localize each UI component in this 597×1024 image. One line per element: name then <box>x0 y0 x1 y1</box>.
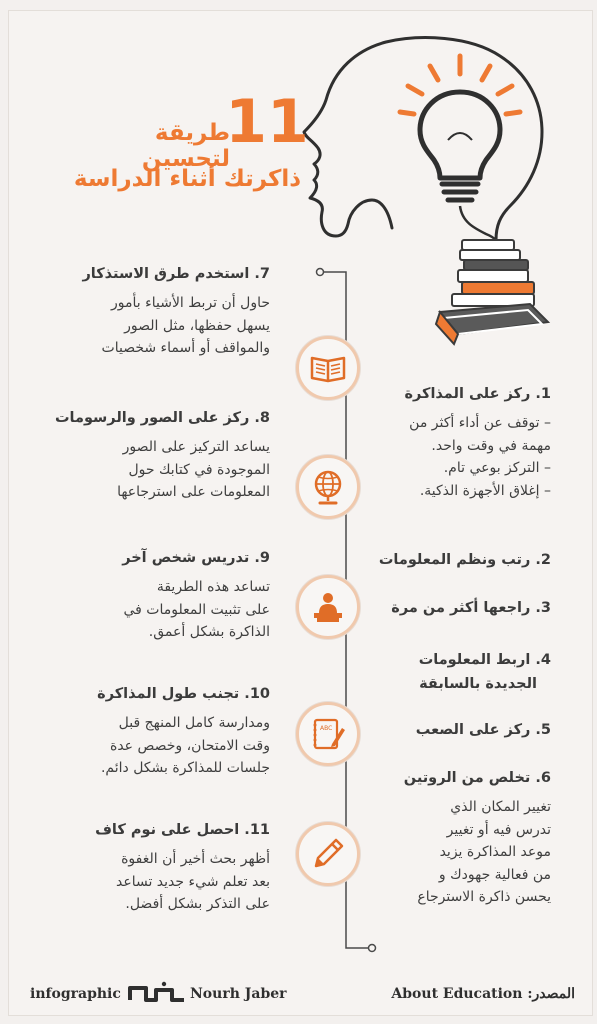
item-1-body-line: مهمة في وقت واحد. <box>431 437 551 454</box>
footer-infographic-label: infographic <box>30 986 121 1002</box>
item-7-heading: 7. استخدم طرق الاستذكار <box>82 266 270 282</box>
item-1 <box>376 382 551 502</box>
teacher-icon <box>308 587 348 627</box>
item-6-body-line: من فعالية جهودك و <box>438 866 551 883</box>
item-4-heading-line-2: الجديدة بالسابقة <box>419 676 537 692</box>
globe-icon <box>308 467 348 507</box>
footer-author: Nourh Jaber <box>190 986 287 1002</box>
title-line-2: ذاكرتك أثناء الدراسة <box>73 166 302 192</box>
footer-source: المصدر: About Education <box>391 986 575 1002</box>
svg-text:ABC: ABC <box>320 725 333 732</box>
item-8 <box>40 406 270 504</box>
item-8-body-line: المعلومات على استرجاعها <box>117 484 270 500</box>
footer <box>0 980 597 1010</box>
title-line-1: طريقة لتحسين <box>141 120 230 172</box>
item-5-heading: 5. ركز على الصعب <box>415 722 551 738</box>
item-7 <box>40 262 270 360</box>
item-1-body-line: – إغلاق الأجهزة الذكية. <box>419 482 551 499</box>
item-1-body-line: – توقف عن أداء أكثر من <box>409 415 551 431</box>
pencil-icon-circle <box>296 822 360 886</box>
notebook-pencil-icon-circle <box>296 702 360 766</box>
item-2-heading: 2. رتب ونظم المعلومات <box>378 552 551 568</box>
item-7-body-line: والمواقف أو أسماء شخصيات <box>101 340 270 356</box>
item-3-heading: 3. راجعها أكثر من مرة <box>391 600 551 616</box>
item-1-heading: 1. ركز على المذاكرة <box>404 386 551 402</box>
open-book-icon-circle <box>296 336 360 400</box>
item-10-body-line: ومدارسة كامل المنهج قبل <box>118 715 270 731</box>
item-6-body-line: يحسن ذاكرة الاسترجاع <box>417 889 551 905</box>
item-6-body-line: تغيير المكان الذي <box>450 799 551 815</box>
item-11-body-line: أظهر بحث أخير أن الغفوة <box>121 851 270 867</box>
item-6 <box>376 766 551 909</box>
item-4 <box>376 648 551 696</box>
item-9-heading: 9. تدريس شخص آخر <box>122 550 270 566</box>
title-number: 11 <box>225 87 309 157</box>
books-stack <box>436 240 548 344</box>
bulb-base <box>442 184 478 200</box>
item-9-body-line: تساعد هذه الطريقة <box>156 579 270 595</box>
item-5 <box>376 718 551 742</box>
pencil-icon <box>308 834 348 874</box>
item-6-body-line: موعد المذاكرة يزيد <box>439 844 551 860</box>
item-7-body-line: يسهل حفظها، مثل الصور <box>124 317 270 334</box>
item-11-heading: 11. احصل على نوم كاف <box>95 822 270 838</box>
item-2 <box>376 548 551 572</box>
item-3 <box>376 596 551 620</box>
item-10-body-line: وقت الامتحان، وخصص عدة <box>110 737 270 754</box>
item-9 <box>40 546 270 644</box>
bulb-outline <box>420 92 500 178</box>
item-8-heading: 8. ركز على الصور والرسومات <box>54 410 270 426</box>
item-9-body-line: الذاكرة بشكل أعمق. <box>148 624 270 640</box>
item-6-heading: 6. تخلص من الروتين <box>403 770 551 786</box>
teacher-icon-circle <box>296 575 360 639</box>
makkah-logo <box>126 980 188 1004</box>
item-8-body-line: يساعد التركيز على الصور <box>122 439 270 455</box>
open-book-icon <box>308 348 348 388</box>
item-7-body-line: حاول أن تربط الأشياء بأمور <box>111 295 270 311</box>
item-6-body-line: تدرس فيه أو تغيير <box>446 821 551 838</box>
item-9-body-line: على تثبيت المعلومات في <box>123 601 270 618</box>
item-11-body-line: بعد تعلم شيء جديد تساعد <box>116 873 270 890</box>
item-1-body-line: – التركز بوعي تام. <box>443 460 551 476</box>
item-4-heading: 4. اربط المعلومات <box>418 652 551 668</box>
item-10 <box>40 682 270 780</box>
item-8-body-line: الموجودة في كتابك حول <box>128 461 270 478</box>
item-10-body-line: جلسات للمذاكرة بشكل دائم. <box>100 760 270 776</box>
item-11-body-line: على التذكر بشكل أفضل. <box>125 896 270 912</box>
globe-icon-circle <box>296 455 360 519</box>
notebook-pencil-icon <box>308 714 348 754</box>
item-11 <box>40 818 270 916</box>
item-10-heading: 10. تجنب طول المذاكرة <box>97 686 270 702</box>
